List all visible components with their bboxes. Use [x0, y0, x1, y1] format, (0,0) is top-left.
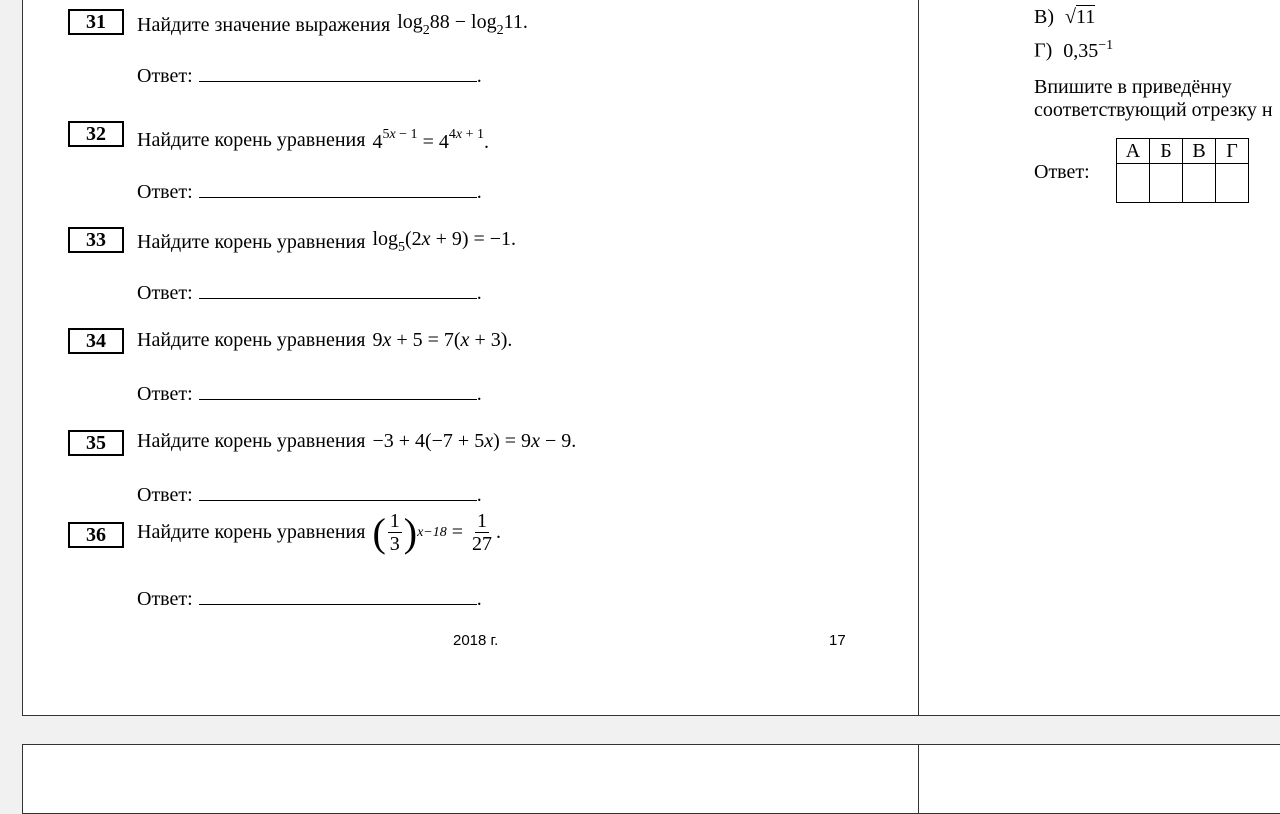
answer-cell-b[interactable]	[1150, 164, 1183, 203]
math-expression: $\log_288 - \log_211$.	[397, 11, 528, 38]
answer-label: Ответ:	[137, 383, 193, 405]
sqrt-icon: √11	[1065, 6, 1096, 28]
task-question	[137, 228, 516, 256]
task-text: Найдите корень уравнения	[137, 430, 366, 452]
instruction-line-2: соответствующий отрезку н	[1034, 99, 1273, 121]
answer-label: Ответ:	[137, 181, 193, 203]
math-expression: ( $\frac{1}{3}$ ) x−18 = $\frac{1}{27}$ .	[372, 509, 502, 555]
task-question	[137, 11, 528, 39]
task-question	[137, 430, 576, 453]
answer-line: Ответ: .	[137, 65, 482, 87]
page-left-next	[22, 744, 920, 814]
footer-page-number: 17	[829, 632, 846, 649]
answer-table	[1116, 138, 1249, 203]
page-right-next	[918, 744, 1280, 814]
table-header-g: Г	[1216, 139, 1249, 164]
answer-cell-a[interactable]	[1117, 164, 1150, 203]
math-expression: −3 + 4(−7 + 5x) = 9x − 9.	[372, 430, 577, 452]
answer-blank[interactable]	[199, 282, 477, 299]
task-number-box: 31	[68, 9, 124, 35]
option-g: Г) $0,35^{-1}$	[1034, 38, 1114, 62]
answer-blank[interactable]	[199, 383, 477, 400]
task-number-box: 35	[68, 430, 124, 456]
task-question	[137, 127, 489, 154]
answer-line: Ответ: .	[137, 282, 482, 304]
math-expression: $4^{5x - 1} = 4^{4x + 1}$.	[372, 127, 489, 153]
answer-label: Ответ:	[137, 484, 193, 506]
task-text: Найдите корень уравнения	[137, 129, 366, 151]
task-text: Найдите корень уравнения	[137, 230, 366, 253]
task-number-box: 33	[68, 227, 124, 253]
answer-label: Ответ:	[137, 588, 193, 610]
task-question	[137, 329, 512, 352]
answer-label-right: Ответ:	[1034, 161, 1090, 183]
option-v: В) √11	[1034, 6, 1096, 28]
instruction-line-1: Впишите в приведённу	[1034, 76, 1232, 98]
task-text: Найдите корень уравнения	[137, 329, 366, 351]
answer-label: Ответ:	[137, 282, 193, 304]
answer-line: Ответ: .	[137, 181, 482, 203]
table-header-v: В	[1183, 139, 1216, 164]
task-number-box: 32	[68, 121, 124, 147]
footer-year: 2018 г.	[453, 632, 499, 649]
task-text: Найдите значение выражения	[137, 13, 391, 36]
answer-blank[interactable]	[199, 484, 477, 501]
answer-line: Ответ: .	[137, 383, 482, 405]
answer-blank[interactable]	[199, 65, 477, 82]
answer-line: Ответ: .	[137, 588, 482, 610]
answer-line: Ответ: .	[137, 484, 482, 506]
task-number-box: 34	[68, 328, 124, 354]
task-question	[137, 510, 501, 555]
answer-label: Ответ:	[137, 65, 193, 87]
table-header-b: Б	[1150, 139, 1183, 164]
answer-cell-v[interactable]	[1183, 164, 1216, 203]
answer-blank[interactable]	[199, 181, 477, 198]
table-header-a: А	[1117, 139, 1150, 164]
task-number-box: 36	[68, 522, 124, 548]
math-expression: $\log_5(2x + 9) = -1$.	[372, 228, 517, 255]
answer-cell-g[interactable]	[1216, 164, 1249, 203]
task-text: Найдите корень уравнения	[137, 521, 366, 543]
answer-blank[interactable]	[199, 588, 477, 605]
math-expression: 9x + 5 = 7(x + 3).	[372, 329, 513, 351]
